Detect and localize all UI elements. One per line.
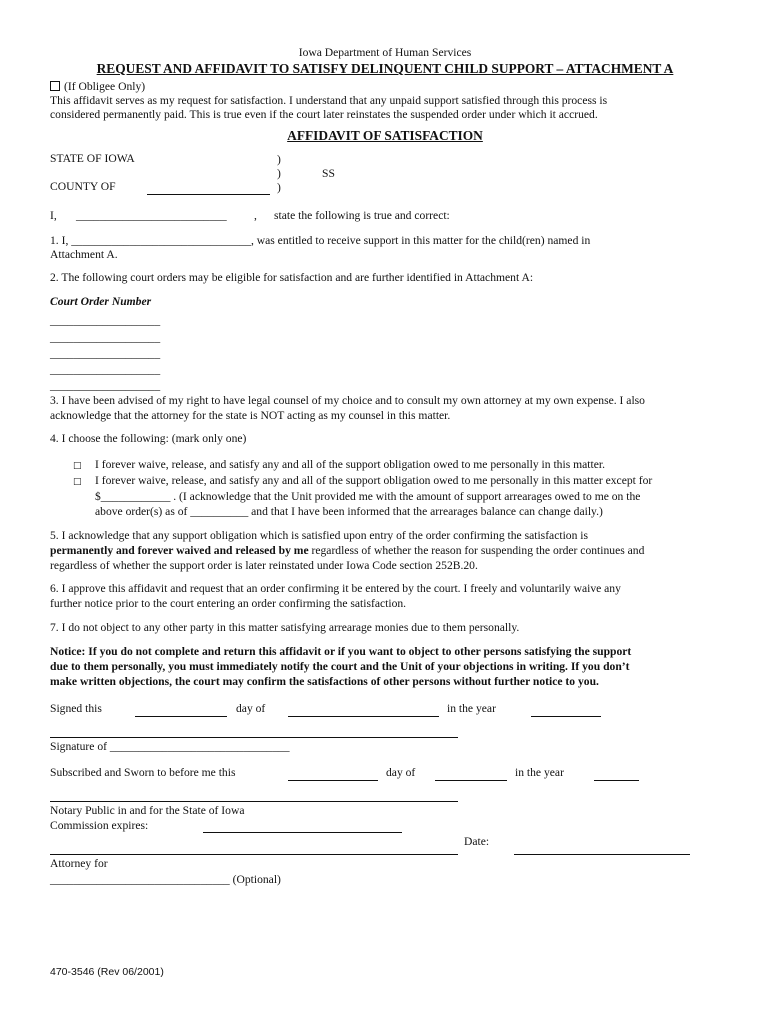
form-title: REQUEST AND AFFIDAVIT TO SATISFY DELINQUENT CHILD SUPPORT – ATTACHMENT A xyxy=(96,61,674,76)
option-1-text: I forever waive, release, and satisfy any and all of the support obligation owed to me personally in this matter. xyxy=(95,458,605,471)
court-order-blank-1[interactable]: ___________________ xyxy=(50,314,161,327)
court-order-blank-5[interactable]: ___________________ xyxy=(50,379,161,392)
commission-line[interactable] xyxy=(203,832,402,833)
notice-line1: Notice: If you do not complete and return this affidavit or if you want to object to other persons satisfying the support xyxy=(50,645,632,658)
signature-rule xyxy=(50,737,458,738)
state-following-text: state the following is true and correct: xyxy=(274,209,450,222)
notice-line3: make written objections, the court may confirm the satisfactions of other persons without further notice to you. xyxy=(50,675,599,688)
item-5-line2 xyxy=(50,544,644,558)
sworn-year-line[interactable] xyxy=(594,780,639,781)
option-2-line1: I forever waive, release, and satisfy any and all of the support obligation owed to me personally in this matter except for xyxy=(95,474,653,487)
affiant-comma: , xyxy=(254,209,257,222)
notary-rule xyxy=(50,801,458,802)
venue-paren-3: ) xyxy=(277,181,281,194)
item-7: 7. I do not object to any other party in this matter satisfying arrearage monies due to them personally. xyxy=(50,621,520,634)
affiant-name-blank[interactable]: __________________________ xyxy=(76,209,227,222)
court-order-blank-2[interactable]: ___________________ xyxy=(50,331,161,344)
venue-paren-2: ) xyxy=(277,167,281,180)
county-label: COUNTY OF xyxy=(50,180,116,193)
form-number: 470-3546 (Rev 06/2001) xyxy=(50,966,164,978)
court-order-blank-3[interactable]: ___________________ xyxy=(50,347,161,360)
option-2-checkbox[interactable]: □ xyxy=(73,477,82,487)
item-3-line1: 3. I have been advised of my right to have legal counsel of my choice and to consult my own attorney at my own expense. I also xyxy=(50,394,645,407)
affidavit-title: AFFIDAVIT OF SATISFACTION xyxy=(287,128,483,143)
attorney-rule xyxy=(50,854,458,855)
attorney-for-label: Attorney for xyxy=(50,857,108,870)
option-2-line2: $____________ . (I acknowledge that the Unit provided me with the amount of support arrearages owed to me on the xyxy=(95,490,641,503)
item-5-bold: permanently and forever waived and released by me xyxy=(50,544,309,557)
item-5-line3: regardless of whether the support order is later reinstated under Iowa Code section 252B.20. xyxy=(50,559,478,572)
notary-label: Notary Public in and for the State of Iowa xyxy=(50,804,245,817)
item-4: 4. I choose the following: (mark only one) xyxy=(50,432,247,445)
notice-line2: due to them personally, you must immediately notify the court and the Unit of your objections in writing. If you don’t xyxy=(50,660,630,673)
sworn-day-line[interactable] xyxy=(288,780,378,781)
item-3-line2: acknowledge that the attorney for the state is NOT acting as my counsel in this matter. xyxy=(50,409,451,422)
subscribed-label: Subscribed and Sworn to before me this xyxy=(50,766,236,779)
item-1-line2: Attachment A. xyxy=(50,248,118,261)
item-6-line2: further notice prior to the court entering an order confirming the satisfaction. xyxy=(50,597,407,610)
affiant-i-label: I, xyxy=(50,209,57,222)
court-order-header: Court Order Number xyxy=(50,295,152,308)
intro-text-line1: This affidavit serves as my request for satisfaction. I understand that any unpaid support satisfied through this process is xyxy=(50,94,608,107)
attorney-optional-blank[interactable]: _______________________________ (Optional) xyxy=(50,873,281,886)
venue-paren-1: ) xyxy=(277,153,281,166)
signed-year-line[interactable] xyxy=(531,716,601,717)
sworn-month-line[interactable] xyxy=(435,780,507,781)
county-input-line[interactable] xyxy=(147,194,270,195)
item-2: 2. The following court orders may be eligible for satisfaction and are further identified in Attachment A: xyxy=(50,271,534,284)
item-5-line1: 5. I acknowledge that any support obligation which is satisfied upon entry of the order confirming the satisfaction is xyxy=(50,529,589,542)
signed-day-line[interactable] xyxy=(135,716,227,717)
sworn-year-label: in the year xyxy=(515,766,564,779)
option-1-checkbox[interactable]: □ xyxy=(73,461,82,471)
agency-name: Iowa Department of Human Services xyxy=(298,46,472,59)
court-order-blank-4[interactable]: ___________________ xyxy=(50,363,161,376)
signed-month-line[interactable] xyxy=(288,716,439,717)
date-line[interactable] xyxy=(514,854,690,855)
commission-label: Commission expires: xyxy=(50,819,149,832)
ss-label: SS xyxy=(322,167,335,180)
obligee-only-row xyxy=(50,80,145,94)
state-label: STATE OF IOWA xyxy=(50,152,135,165)
item-6-line1: 6. I approve this affidavit and request that an order confirming it be entered by the court. I freely and voluntarily waive any xyxy=(50,582,621,595)
sworn-day-of-label: day of xyxy=(386,766,416,779)
option-2-line3: above order(s) as of __________ and that I have been informed that the arrearages balance can change daily.) xyxy=(95,505,603,518)
signed-day-of-label: day of xyxy=(236,702,266,715)
signed-this-label: Signed this xyxy=(50,702,102,715)
signed-year-label: in the year xyxy=(447,702,496,715)
intro-text-line2: considered permanently paid. This is true even if the court later reinstates the suspended order under which it accrued. xyxy=(50,108,598,121)
item-1-line1: 1. I, _______________________________, was entitled to receive support in this matter for the child(ren) named in xyxy=(50,234,591,247)
item-5-rest: regardless of whether the reason for suspending the order continues and xyxy=(308,544,645,557)
signature-of-label[interactable]: Signature of _______________________________ xyxy=(50,740,290,753)
obligee-only-label: (If Obligee Only) xyxy=(64,80,146,93)
obligee-only-checkbox[interactable] xyxy=(50,81,60,91)
date-label: Date: xyxy=(464,835,490,848)
